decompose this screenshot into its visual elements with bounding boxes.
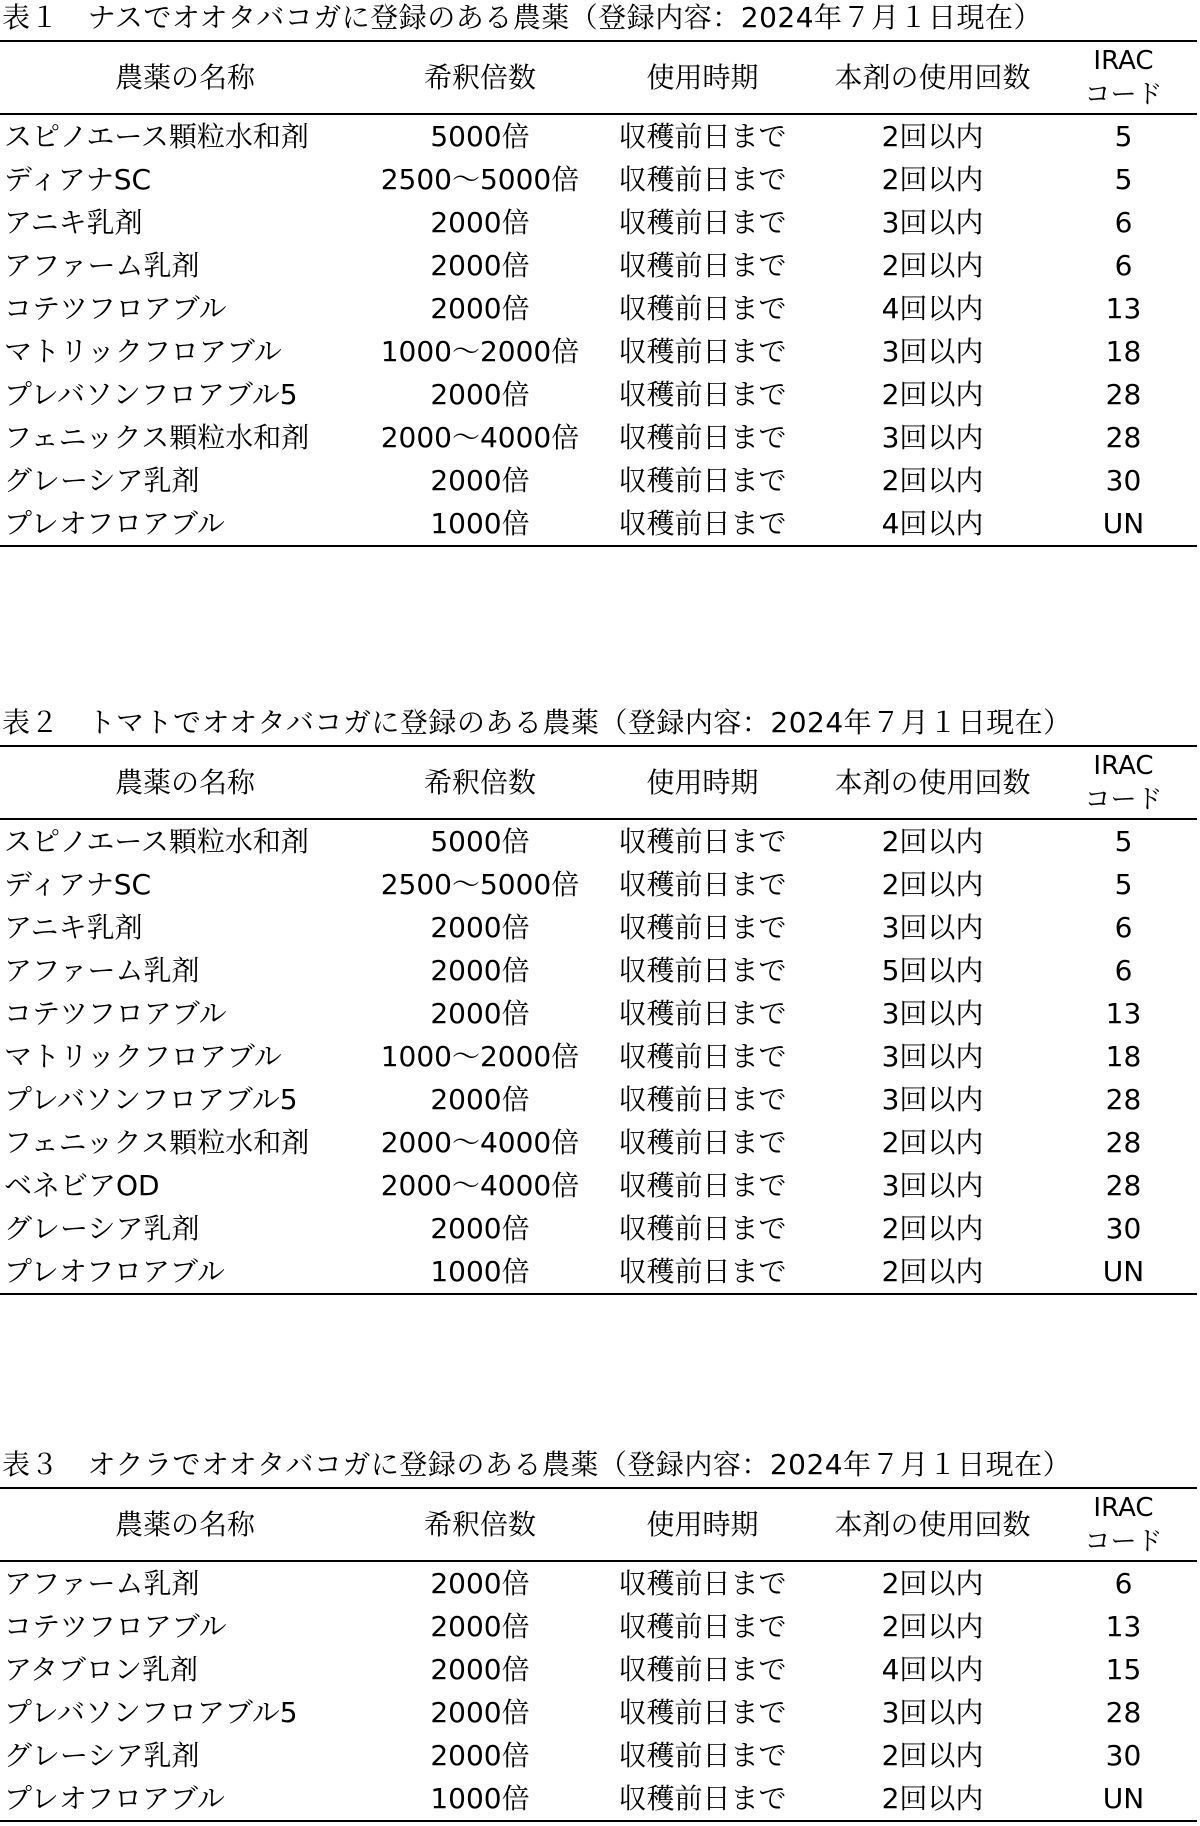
cell-dilution: 2000～4000倍 — [380, 421, 580, 454]
table-row — [0, 1561, 1197, 1605]
cell-name: スピノエース顆粒水和剤 — [4, 825, 309, 858]
cell-dilution: 5000倍 — [430, 825, 530, 858]
cell-name: コテツフロアブル — [4, 1610, 227, 1643]
cell-dilution: 2000倍 — [430, 911, 530, 944]
table-body — [0, 1561, 1197, 1821]
header-name: 農薬の名称 — [0, 746, 370, 819]
table-body — [0, 114, 1197, 546]
cell-name: アタブロン乳剤 — [4, 1653, 199, 1686]
cell-timing: 収穫前日まで — [590, 502, 815, 546]
cell-name: スピノエース顆粒水和剤 — [4, 120, 309, 153]
cell-timing: 収穫前日まで — [618, 1653, 787, 1686]
table-block-okra — [0, 1447, 1200, 1822]
cell-count: 3回以内 — [881, 1169, 984, 1202]
header-irac — [1050, 746, 1197, 819]
table-row — [0, 1035, 1197, 1078]
cell-name: プレバソンフロアブル5 — [4, 1696, 298, 1729]
pesticide-table — [0, 745, 1197, 1295]
table-row — [0, 459, 1197, 502]
header-name: 農薬の名称 — [0, 41, 370, 114]
cell-dilution: 2000倍 — [430, 1212, 530, 1245]
cell-irac: 5 — [1114, 868, 1133, 901]
table-caption: 表３ オクラでオオタバコガに登録のある農薬（登録内容：2024年７月１日現在） — [2, 1448, 1072, 1481]
cell-count: 2回以内 — [815, 1250, 1050, 1294]
cell-irac: 6 — [1114, 206, 1133, 239]
cell-name: アファーム乳剤 — [4, 249, 200, 282]
cell-irac: 28 — [1105, 421, 1142, 454]
table-row — [0, 1691, 1197, 1734]
cell-dilution: 2000倍 — [430, 1610, 530, 1643]
cell-count: 3回以内 — [881, 421, 984, 454]
table-row — [0, 1078, 1197, 1121]
cell-dilution: 2000倍 — [430, 1567, 530, 1600]
cell-irac: 30 — [1105, 1212, 1142, 1245]
cell-dilution: 2500～5000倍 — [380, 163, 580, 196]
table-header — [0, 41, 1197, 114]
header-dilution: 希釈倍数 — [370, 746, 590, 819]
header-irac — [1050, 1488, 1197, 1561]
cell-irac: 28 — [1105, 378, 1142, 411]
table-row — [0, 158, 1197, 201]
table-row — [0, 1734, 1197, 1777]
cell-timing: 収穫前日まで — [618, 1169, 787, 1202]
table-row — [0, 1250, 1197, 1294]
cell-name: グレーシア乳剤 — [4, 1212, 200, 1245]
cell-timing: 収穫前日まで — [618, 249, 787, 282]
cell-count: 5回以内 — [881, 954, 984, 987]
cell-dilution: 2000倍 — [430, 1739, 530, 1772]
cell-timing: 収穫前日まで — [618, 120, 787, 153]
header-irac-line1: IRAC — [1093, 45, 1154, 76]
cell-count: 2回以内 — [881, 120, 984, 153]
cell-dilution: 2000倍 — [430, 464, 530, 497]
cell-name: アニキ乳剤 — [4, 206, 143, 239]
header-irac-line2: コード — [1084, 1526, 1163, 1557]
cell-dilution: 2000倍 — [430, 1696, 530, 1729]
cell-dilution: 1000倍 — [370, 1777, 590, 1821]
cell-dilution: 1000～2000倍 — [380, 1040, 580, 1073]
cell-count: 2回以内 — [881, 464, 984, 497]
cell-dilution: 1000倍 — [370, 502, 590, 546]
table-header — [0, 1488, 1197, 1561]
cell-count: 2回以内 — [881, 1212, 984, 1245]
table-row — [0, 863, 1197, 906]
cell-count: 2回以内 — [881, 1567, 984, 1600]
table-row — [0, 244, 1197, 287]
pesticide-table — [0, 1487, 1197, 1822]
header-dilution: 希釈倍数 — [370, 41, 590, 114]
cell-name: フェニックス顆粒水和剤 — [4, 1126, 310, 1159]
cell-dilution: 2000倍 — [430, 954, 530, 987]
cell-count: 2回以内 — [881, 163, 984, 196]
table-row — [0, 906, 1197, 949]
cell-name: アファーム乳剤 — [4, 1567, 200, 1600]
cell-name: プレオフロアブル — [0, 1250, 370, 1294]
table-row — [0, 114, 1197, 158]
cell-count: 3回以内 — [881, 1040, 984, 1073]
table-row — [0, 1121, 1197, 1164]
cell-timing: 収穫前日まで — [618, 206, 787, 239]
header-timing: 使用時期 — [590, 41, 815, 114]
cell-timing: 収穫前日まで — [618, 1083, 787, 1116]
header-irac-line1: IRAC — [1093, 1492, 1154, 1523]
cell-count: 3回以内 — [881, 335, 984, 368]
cell-name: プレオフロアブル — [0, 1777, 370, 1821]
cell-count: 2回以内 — [881, 378, 984, 411]
cell-timing: 収穫前日まで — [618, 1696, 787, 1729]
cell-count: 3回以内 — [881, 206, 984, 239]
cell-count: 3回以内 — [881, 997, 984, 1030]
cell-irac: 13 — [1105, 997, 1142, 1030]
header-count: 本剤の使用回数 — [815, 41, 1050, 114]
table-row — [0, 416, 1197, 459]
cell-timing: 収穫前日まで — [618, 997, 787, 1030]
cell-count: 2回以内 — [881, 249, 984, 282]
cell-dilution: 1000～2000倍 — [380, 335, 580, 368]
cell-name: プレバソンフロアブル5 — [4, 378, 298, 411]
cell-dilution: 5000倍 — [430, 120, 530, 153]
cell-irac: 5 — [1114, 825, 1133, 858]
cell-count: 4回以内 — [815, 502, 1050, 546]
cell-timing: 収穫前日まで — [618, 421, 787, 454]
cell-count: 2回以内 — [881, 825, 984, 858]
table-row — [0, 287, 1197, 330]
cell-count: 2回以内 — [815, 1777, 1050, 1821]
cell-irac: 15 — [1105, 1653, 1142, 1686]
cell-irac: 28 — [1105, 1083, 1142, 1116]
cell-dilution: 2000倍 — [430, 997, 530, 1030]
cell-irac: 13 — [1105, 1610, 1142, 1643]
cell-timing: 収穫前日まで — [618, 1212, 787, 1245]
table-row — [0, 1605, 1197, 1648]
cell-dilution: 2000倍 — [430, 1083, 530, 1116]
cell-timing: 収穫前日まで — [590, 1777, 815, 1821]
cell-name: グレーシア乳剤 — [4, 464, 200, 497]
cell-timing: 収穫前日まで — [618, 464, 787, 497]
cell-timing: 収穫前日まで — [618, 378, 787, 411]
table-row — [0, 1207, 1197, 1250]
cell-timing: 収穫前日まで — [618, 1040, 787, 1073]
cell-irac: 5 — [1114, 120, 1133, 153]
cell-timing: 収穫前日まで — [590, 1250, 815, 1294]
cell-dilution: 2000倍 — [430, 378, 530, 411]
header-count: 本剤の使用回数 — [815, 1488, 1050, 1561]
header-timing: 使用時期 — [590, 746, 815, 819]
cell-timing: 収穫前日まで — [618, 292, 787, 325]
cell-irac: 28 — [1105, 1169, 1142, 1202]
cell-timing: 収穫前日まで — [618, 1610, 787, 1643]
cell-dilution: 2000倍 — [430, 1653, 530, 1686]
header-irac-line2: コード — [1084, 784, 1163, 815]
cell-irac: 28 — [1105, 1126, 1142, 1159]
header-irac-line2: コード — [1084, 79, 1163, 110]
cell-count: 3回以内 — [881, 1083, 984, 1116]
pesticide-table — [0, 40, 1197, 547]
header-dilution: 希釈倍数 — [370, 1488, 590, 1561]
cell-irac: UN — [1050, 1250, 1197, 1294]
table-row — [0, 1164, 1197, 1207]
table-row — [0, 1648, 1197, 1691]
cell-irac: UN — [1050, 1777, 1197, 1821]
cell-name: ベネビアOD — [4, 1169, 160, 1202]
table-row — [0, 949, 1197, 992]
cell-irac: 6 — [1114, 1567, 1133, 1600]
cell-name: コテツフロアブル — [4, 997, 227, 1030]
cell-dilution: 2500～5000倍 — [380, 868, 580, 901]
cell-timing: 収穫前日まで — [618, 868, 787, 901]
table-row — [0, 992, 1197, 1035]
cell-irac: 18 — [1105, 335, 1142, 368]
header-irac — [1050, 41, 1197, 114]
header-irac-line1: IRAC — [1093, 750, 1154, 781]
cell-name: ディアナSC — [4, 163, 152, 196]
cell-count: 2回以内 — [881, 1739, 984, 1772]
cell-timing: 収穫前日まで — [618, 954, 787, 987]
cell-irac: 30 — [1105, 464, 1142, 497]
cell-irac: 13 — [1105, 292, 1142, 325]
header-count: 本剤の使用回数 — [815, 746, 1050, 819]
cell-name: マトリックフロアブル — [4, 1040, 282, 1073]
cell-irac: 6 — [1114, 911, 1133, 944]
cell-dilution: 2000～4000倍 — [380, 1126, 580, 1159]
header-name: 農薬の名称 — [0, 1488, 370, 1561]
cell-count: 4回以内 — [881, 1653, 984, 1686]
cell-timing: 収穫前日まで — [618, 911, 787, 944]
cell-dilution: 2000～4000倍 — [380, 1169, 580, 1202]
cell-count: 2回以内 — [881, 1126, 984, 1159]
cell-count: 4回以内 — [881, 292, 984, 325]
cell-name: マトリックフロアブル — [4, 335, 282, 368]
table-row — [0, 502, 1197, 546]
cell-count: 2回以内 — [881, 1610, 984, 1643]
table-row — [0, 201, 1197, 244]
cell-count: 3回以内 — [881, 1696, 984, 1729]
cell-irac: 5 — [1114, 163, 1133, 196]
cell-irac: 18 — [1105, 1040, 1142, 1073]
cell-name: ディアナSC — [4, 868, 152, 901]
cell-name: アニキ乳剤 — [4, 911, 143, 944]
table-header — [0, 746, 1197, 819]
cell-irac: 6 — [1114, 249, 1133, 282]
cell-count: 2回以内 — [881, 868, 984, 901]
cell-dilution: 2000倍 — [430, 249, 530, 282]
cell-timing: 収穫前日まで — [618, 1126, 787, 1159]
table-row — [0, 819, 1197, 863]
cell-timing: 収穫前日まで — [618, 1739, 787, 1772]
cell-irac: 28 — [1105, 1696, 1142, 1729]
table-block-tomato — [0, 705, 1200, 1295]
cell-name: コテツフロアブル — [4, 292, 227, 325]
header-timing: 使用時期 — [590, 1488, 815, 1561]
cell-timing: 収穫前日まで — [618, 163, 787, 196]
cell-name: フェニックス顆粒水和剤 — [4, 421, 310, 454]
cell-dilution: 2000倍 — [430, 292, 530, 325]
cell-timing: 収穫前日まで — [618, 335, 787, 368]
cell-irac: 30 — [1105, 1739, 1142, 1772]
cell-name: アファーム乳剤 — [4, 954, 200, 987]
table-caption: 表１ ナスでオオタバコガに登録のある農薬（登録内容：2024年７月１日現在） — [2, 1, 1043, 34]
table-row — [0, 373, 1197, 416]
cell-irac: 6 — [1114, 954, 1133, 987]
cell-dilution: 2000倍 — [430, 206, 530, 239]
cell-name: プレバソンフロアブル5 — [4, 1083, 298, 1116]
table-block-eggplant — [0, 0, 1200, 547]
cell-irac: UN — [1050, 502, 1197, 546]
cell-name: グレーシア乳剤 — [4, 1739, 200, 1772]
cell-name: プレオフロアブル — [0, 502, 370, 546]
cell-count: 3回以内 — [881, 911, 984, 944]
table-row — [0, 330, 1197, 373]
table-caption: 表２ トマトでオオタバコガに登録のある農薬（登録内容：2024年７月１日現在） — [2, 706, 1072, 739]
table-body — [0, 819, 1197, 1294]
table-row — [0, 1777, 1197, 1821]
cell-dilution: 1000倍 — [370, 1250, 590, 1294]
cell-timing: 収穫前日まで — [618, 1567, 787, 1600]
cell-timing: 収穫前日まで — [618, 825, 787, 858]
